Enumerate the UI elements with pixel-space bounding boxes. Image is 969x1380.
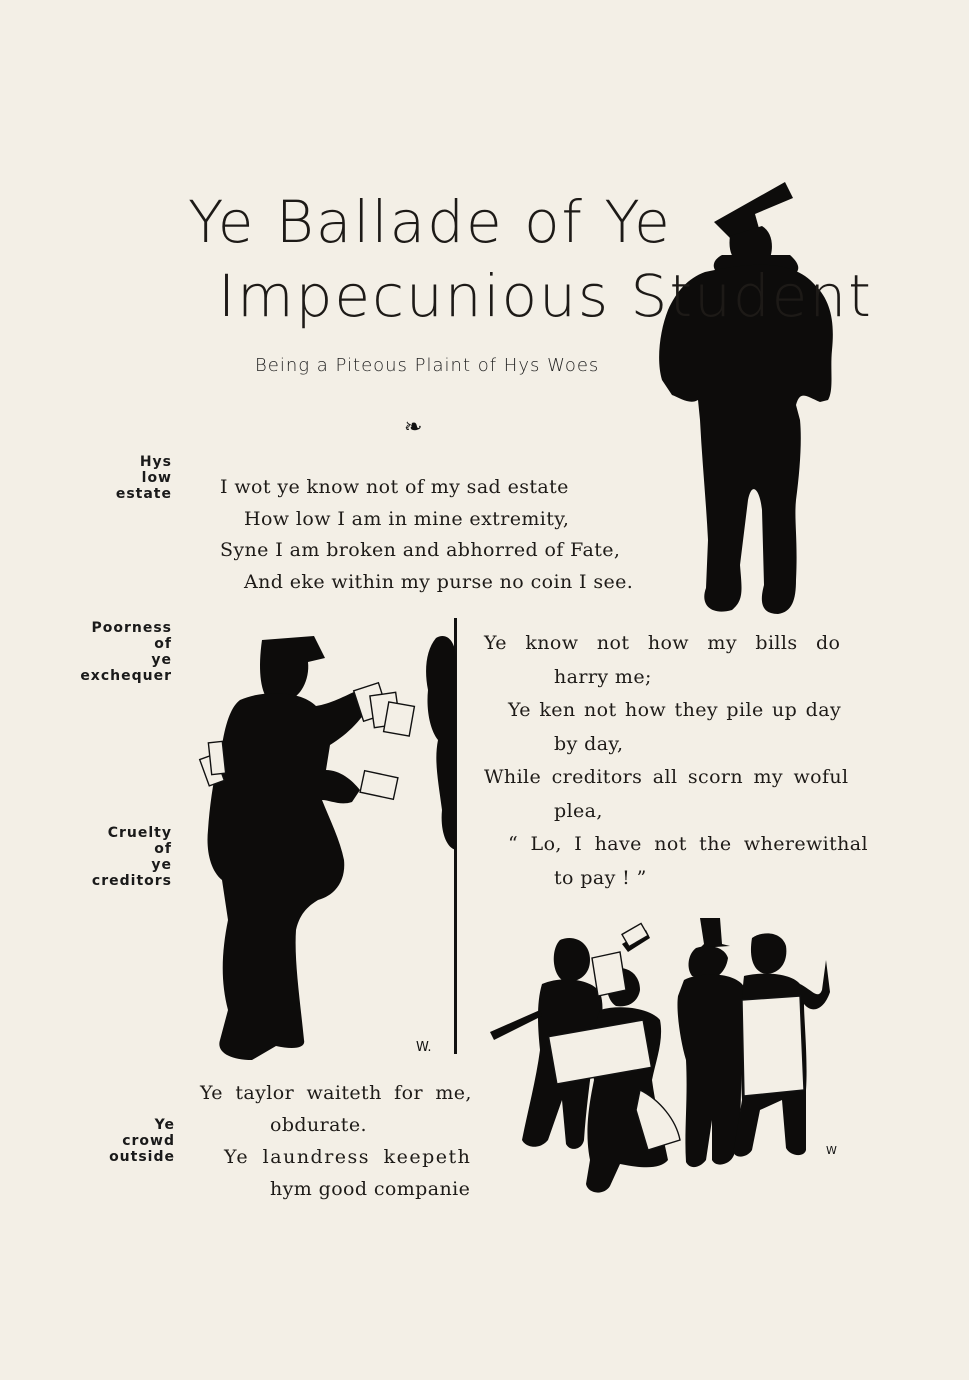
verse-line: Ye ken not how they pile up day (508, 699, 842, 721)
verse-line: Ye taylor waiteth for me, (200, 1082, 472, 1104)
verse-line: plea, (554, 799, 603, 822)
verse-line: While creditors all scorn my woful (484, 766, 849, 788)
stanza-1 (220, 472, 633, 598)
margin-note-creditors: Cruelty of ye creditors (91, 825, 172, 889)
stanza-2 (484, 627, 868, 895)
fleuron-ornament-icon: ❧ (404, 415, 423, 440)
margin-note-low-estate: Hys low estate (115, 454, 172, 502)
page-title-line-1: Ye Ballade of Ye (188, 188, 672, 256)
verse-line: I wot ye know not of my sad estate (220, 476, 569, 498)
verse-line: by day, (554, 732, 624, 755)
artist-signature-bottom: W (826, 1144, 837, 1157)
verse-line: Ye laundress keepeth (224, 1146, 472, 1168)
verse-line: harry me; (554, 665, 652, 688)
verse-line: And eke within my purse no coin I see. (244, 570, 634, 593)
creditor-silhouette-image (208, 636, 456, 1060)
artist-signature-middle: W. (416, 1040, 432, 1055)
verse-line: to pay ! ” (554, 866, 647, 889)
verse-line: How low I am in mine extremity, (244, 507, 570, 530)
verse-line: hym good companie (270, 1178, 471, 1200)
page-title-line-2: Impecunious Student (218, 262, 873, 330)
page-subtitle: Being a Piteous Plaint of Hys Woes (255, 355, 600, 376)
verse-line: Ye know not how my bills do (484, 632, 841, 654)
margin-note-crowd: Ye crowd outside (109, 1117, 175, 1165)
student-silhouette-image (659, 182, 833, 614)
stanza-3 (200, 1077, 472, 1205)
verse-line: obdurate. (270, 1114, 367, 1136)
verse-line: Syne I am broken and abhorred of Fate, (220, 539, 621, 561)
margin-note-exchequer: Poorness of ye exchequer (80, 620, 172, 684)
verse-line: “ Lo, I have not the wherewithal (508, 833, 869, 855)
